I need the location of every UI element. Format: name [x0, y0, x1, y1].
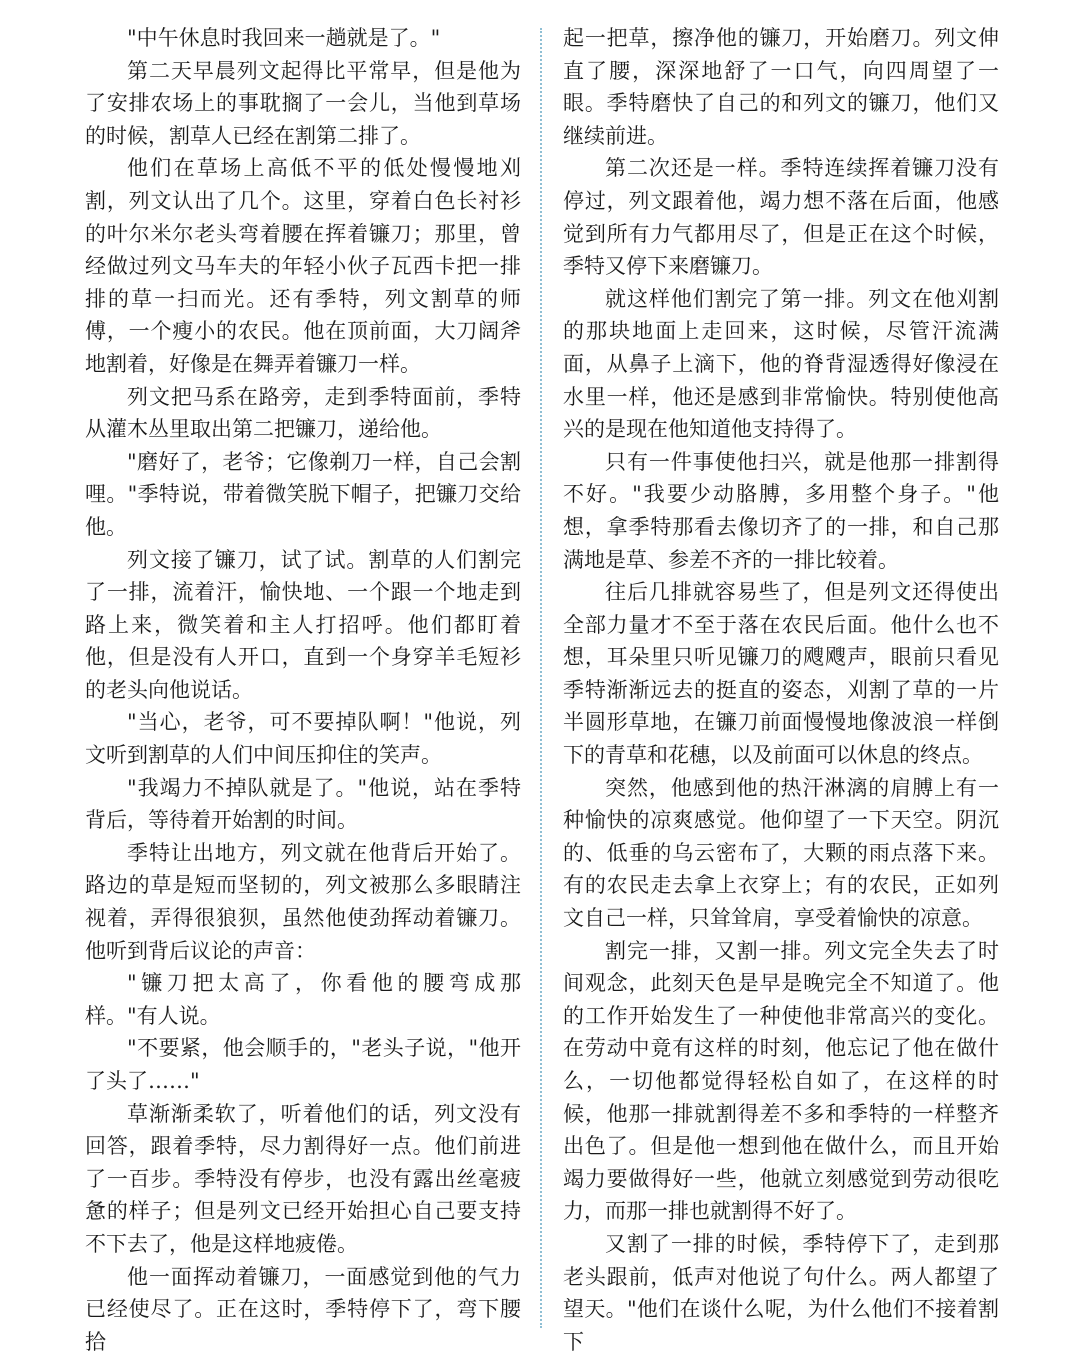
paragraph: 他一面挥动着镰刀，一面感觉到他的气力已经使尽了。正在这时，季特停下了，弯下腰拾 — [85, 1264, 521, 1354]
paragraph: 割完一排，又割一排。列文完全失去了时间观念，此刻天色是早是晚完全不知道了。他的工作开始发生了一种使他非常高兴的变化。在劳动中竟有这样的时刻，他忘记了他在做什么，一切他都觉得轻松自如了，在这样的时候，他那一排就割得差不多和季特的一样整齐出色了。但是他一想到他在做什么，而且开始竭力要做得好一些，他就立刻感觉到劳动很吃力，而那一排也就割得不好了。 — [563, 938, 999, 1224]
paragraph: "镰刀把太高了，你看他的腰弯成那样。"有人说。 — [85, 971, 521, 1028]
left-text-column — [85, 22, 521, 1358]
paragraph: 第二次还是一样。季特连续挥着镰刀没有停过，列文跟着他，竭力想不落在后面，他感觉到所有力气都用尽了，但是正在这个时候，季特又停下来磨镰刀。 — [563, 156, 999, 279]
paragraph-continuation: 起一把草，擦净他的镰刀，开始磨刀。列文伸直了腰，深深地舒了一口气，向四周望了一眼。季特磨快了自己的和列文的镰刀，他们又继续前进。 — [563, 26, 999, 148]
column-divider — [540, 28, 542, 1328]
paragraph: 列文把马系在路旁，走到季特面前，季特从灌木丛里取出第二把镰刀，递给他。 — [85, 384, 521, 442]
paragraph: "中午休息时我回来一趟就是了。" — [127, 26, 441, 50]
paragraph: "不要紧，他会顺手的，"老头子说，"他开了头了……" — [85, 1036, 521, 1093]
paragraph: 他们在草场上高低不平的低处慢慢地刈割，列文认出了几个。这里，穿着白色长衬衫的叶尔米尔老头弯着腰在挥着镰刀；那里，曾经做过列文马车夫的年轻小伙子瓦西卡把一排排的草一扫而光。还有季特，列文割草的师傅，一个瘦小的农民。他在顶前面，大刀阔斧地割着，好像是在舞弄着镰刀一样。 — [85, 156, 521, 376]
paragraph: 突然，他感到他的热汗淋漓的肩膊上有一种愉快的凉爽感觉。他仰望了一下天空。阴沉的、低垂的乌云密布了，大颗的雨点落下来。有的农民走去拿上衣穿上；有的农民，正如列文自己一样，只耸耸肩，享受着愉快的凉意。 — [563, 775, 999, 931]
paragraph: 就这样他们割完了第一排。列文在他刈割的那块地面上走回来，这时候，尽管汗流满面，从鼻子上滴下，他的脊背湿透得好像浸在水里一样，他还是感到非常愉快。特别使他高兴的是现在他知道他支持得了。 — [563, 286, 999, 442]
paragraph: 又割了一排的时候，季特停下了，走到那老头跟前，低声对他说了句什么。两人都望了望天。"他们在谈什么呢，为什么他们不接着割下 — [563, 1231, 999, 1354]
paragraph: 列文接了镰刀，试了试。割草的人们割完了一排，流着汗，愉快地、一个跟一个地走到路上来，微笑着和主人打招呼。他们都盯着他，但是没有人开口，直到一个身穿羊毛短衫的老头向他说话。 — [85, 547, 521, 702]
paragraph: "磨好了，老爷；它像剃刀一样，自己会割哩。"季特说，带着微笑脱下帽子，把镰刀交给他。 — [85, 449, 521, 539]
right-text-column — [563, 22, 999, 1358]
paragraph: 第二天早晨列文起得比平常早，但是他为了安排农场上的事耽搁了一会儿，当他到草场的时候，割草人已经在割第二排了。 — [85, 58, 521, 148]
paragraph: 只有一件事使他扫兴，就是他那一排割得不好。"我要少动胳膊，多用整个身子。"他想，拿季特那看去像切齐了的一排，和自己那满地是草、参差不齐的一排比较着。 — [563, 449, 999, 572]
paragraph: 往后几排就容易些了，但是列文还得使出全部力量才不至于落在农民后面。他什么也不想，耳朵里只听见镰刀的飕飕声，眼前只看见季特渐渐远去的挺直的姿态，刈割了草的一片半圆形草地，在镰刀前面慢慢地像波浪一样倒下的青草和花穗，以及前面可以休息的终点。 — [563, 580, 999, 768]
paragraph: "我竭力不掉队就是了。"他说，站在季特背后，等待着开始割的时间。 — [85, 775, 521, 833]
paragraph: 草渐渐柔软了，听着他们的话，列文没有回答，跟着季特，尽力割得好一点。他们前进了一百步。季特没有停步，也没有露出丝毫疲惫的样子；但是列文已经开始担心自己要支持不下去了，他是这样地疲倦。 — [85, 1101, 521, 1256]
paragraph: "当心，老爷，可不要掉队啊！"他说，列文听到割草的人们中间压抑住的笑声。 — [85, 710, 521, 768]
paragraph: 季特让出地方，列文就在他背后开始了。路边的草是短而坚韧的，列文被那么多眼睛注视着，弄得很狼狈，虽然他使劲挥动着镰刀。他听到背后议论的声音： — [85, 840, 521, 963]
